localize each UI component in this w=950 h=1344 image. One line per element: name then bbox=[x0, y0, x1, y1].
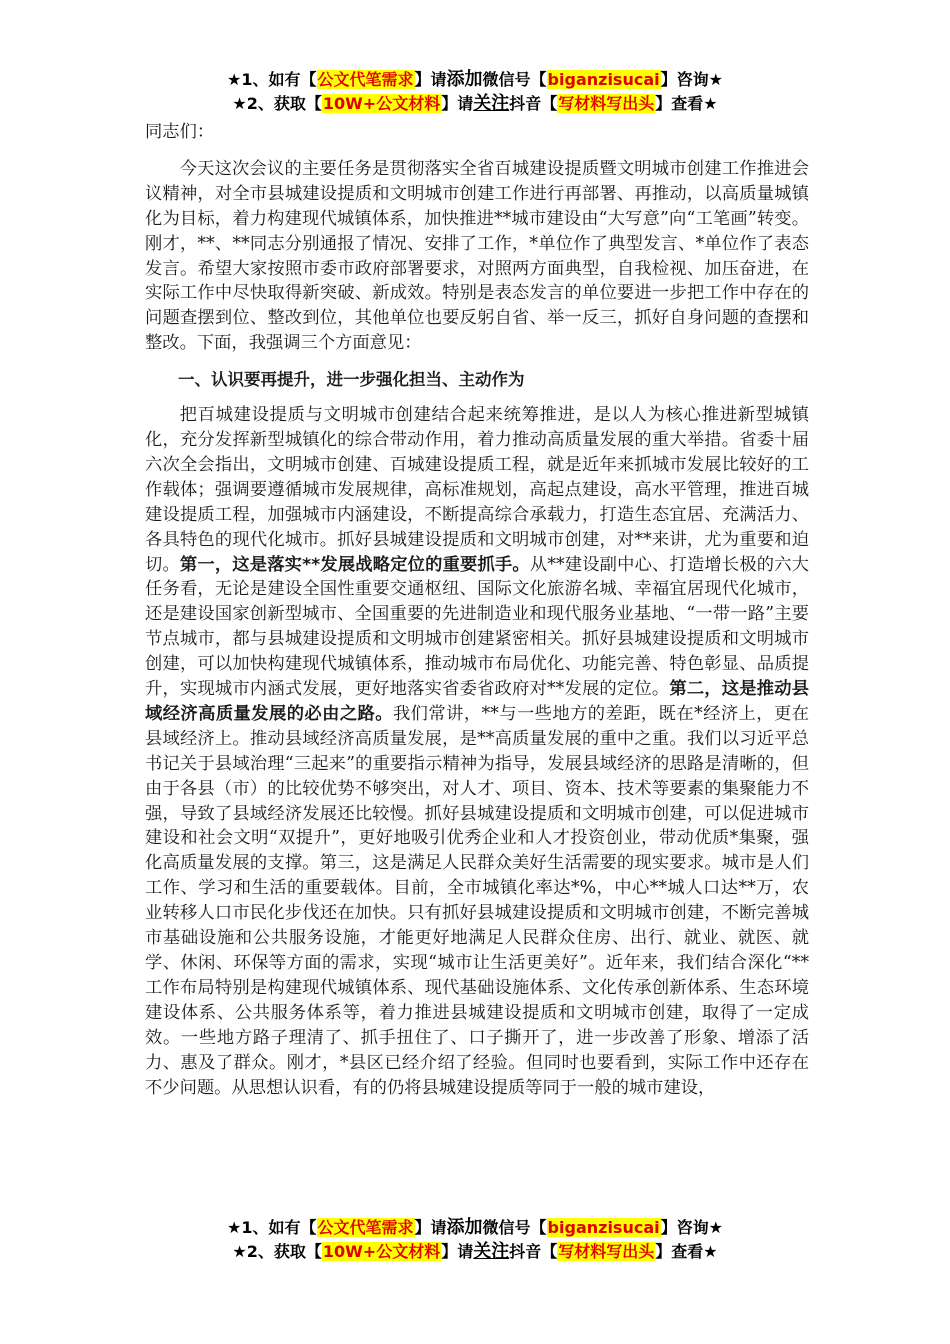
banner-text: 微信号【 bbox=[482, 70, 547, 89]
paragraph-intro: 今天这次会议的主要任务是贯彻落实全省百城建设提质暨文明城市创建工作推进会议精神，对全市县城建设提质和文明城市创建工作进行再部署、再推动，以高质量城镇化为目标，着力构建现代城镇体系，加快推进**城市建设由“大写意”向“工笔画”转变。刚才，**、**同志分别通报了情况、安排了工作，*单位作了典型发言、*单位作了表态发言。希望大家按照市委市政府部署要求，对照两方面典型，自我检视、加压奋进，在实际工作中尽快取得新突破、新成效。特别是表态发言的单位要进一步把工作中存在的问题查摆到位、整改到位，其他单位也要反躬自省、举一反三，抓好自身问题的查摆和整改。下面，我强调三个方面意见： bbox=[145, 158, 809, 354]
banner-line-1 bbox=[0, 68, 950, 92]
banner-text: 抖音【 bbox=[509, 1242, 558, 1261]
banner-text: ★1、如有【 bbox=[227, 70, 317, 89]
banner-highlight: 10W+公文材料 bbox=[322, 94, 441, 113]
banner-emphasis: 添加 bbox=[446, 69, 483, 90]
banner-text: 抖音【 bbox=[509, 94, 558, 113]
banner-text: ★1、如有【 bbox=[227, 1218, 317, 1237]
banner-text: 】咨询★ bbox=[660, 1218, 723, 1237]
banner-highlight: biganzisucai bbox=[547, 1218, 660, 1237]
banner-emphasis: 关注 bbox=[473, 1241, 510, 1262]
banner-text: 】请 bbox=[441, 94, 474, 113]
banner-line-2 bbox=[0, 1240, 950, 1264]
banner-highlight: 10W+公文材料 bbox=[322, 1242, 441, 1261]
banner-highlight: 写材料写出头 bbox=[558, 1242, 655, 1261]
banner-highlight: 写材料写出头 bbox=[558, 94, 655, 113]
banner-text: 】请 bbox=[414, 1218, 447, 1237]
paragraph-text: 我们常讲，**与一些地方的差距，既在*经济上，更在县域经济上。推动县域经济高质量发展，是**高质量发展的重中之重。我们以习近平总书记关于县域治理“三起来”的重要指示精神为指导，发展县域经济的思路是清晰的，但由于各县（市）的比较优势不够突出，对人才、项目、资本、技术等要素的集聚能力不强，导致了县域经济发展还比较慢。抓好县城建设提质和文明城市创建，可以促进城市建设和社会文明“双提升”，更好地吸引优秀企业和人才投资创业，带动优质*集聚，强化高质量发展的支撑。第三，这是满足人民群众美好生活需要的现实要求。城市是人们工作、学习和生活的重要载体。目前，全市城镇化率达*%，中心**城人口达**万，农业转移人口市民化步伐还在加快。只有抓好县城建设提质和文明城市创建，不断完善城市基础设施和公共服务设施，才能更好地满足人民群众住房、出行、就业、就医、就学、休闲、环保等方面的需求，实现“城市让生活更美好”。近年来，我们结合深化“**工作布局特别是构建现代城镇体系、现代基础设施体系、文化传承创新体系、生态环境建设体系、公共服务体系等，着力推进县城建设提质和文明城市创建，取得了一定成效。一些地方路子理清了、抓手扭住了、口子撕开了，进一步改善了形象、增添了活力、惠及了群众。刚才，*县区已经介绍了经验。但同时也要看到，实际工作中还存在不少问题。从思想认识看，有的仍将县城建设提质等同于一般的城市建设， bbox=[145, 703, 809, 1098]
bold-point-1: 第一，这是落实**发展战略定位的重要抓手。 bbox=[179, 554, 530, 575]
paragraph-text: 从**建设副中心、打造增长极的六大任务看，无论是建设全国性重要交通枢纽、国际文化旅游名城、幸福宜居现代化城市，还是建设国家创新型城市、全国重要的先进制造业和现代服务业基地、“一带一路”主要节点城市，都与县城建设提质和文明城市创建紧密相关。抓好县城建设提质和文明城市创建，可以加快构建现代城镇体系，推动城市布局优化、功能完善、特色彰显、品质提升，实现城市内涵式发展，更好地落实省委省政府对**发展的定位。 bbox=[145, 554, 809, 700]
banner-text: ★2、获取【 bbox=[232, 1242, 322, 1261]
banner-text: 】请 bbox=[441, 1242, 474, 1261]
bold-point-2: 第二，这是推动县域经济高质量发展的必由之路。 bbox=[145, 679, 809, 724]
footer-banner bbox=[0, 1216, 950, 1264]
document-body bbox=[145, 120, 809, 1100]
header-banner bbox=[0, 68, 950, 116]
banner-text: 】查看★ bbox=[655, 94, 718, 113]
banner-highlight: biganzisucai bbox=[547, 70, 660, 89]
banner-text: 微信号【 bbox=[482, 1218, 547, 1237]
banner-line-1 bbox=[0, 1216, 950, 1240]
section-heading-1: 一、认识要再提升，进一步强化担当、主动作为 bbox=[178, 370, 525, 390]
banner-text: 】请 bbox=[414, 70, 447, 89]
paragraph-text: 把百城建设提质与文明城市创建结合起来统筹推进，是以人为核心推进新型城镇化，充分发挥新型城镇化的综合带动作用，着力推动高质量发展的重大举措。省委十届六次全会指出，文明城市创建、百城建设提质工程，就是近年来抓城市发展比较好的工作载体；强调要遵循城市发展规律，高标准规划，高起点建设，高水平管理，推进百城建设提质工程，加强城市内涵建设，不断提高综合承载力，打造生态宜居、充满活力、各具特色的现代化城市。抓好县城建设提质和文明城市创建，对**来讲，尤为重要和迫切。 bbox=[145, 405, 809, 575]
banner-text: 】查看★ bbox=[655, 1242, 718, 1261]
paragraph-section-1 bbox=[145, 403, 809, 1100]
banner-emphasis: 关注 bbox=[473, 93, 510, 114]
banner-emphasis: 添加 bbox=[446, 1217, 483, 1238]
banner-highlight: 公文代笔需求 bbox=[317, 1218, 414, 1237]
banner-highlight: 公文代笔需求 bbox=[317, 70, 414, 89]
banner-line-2 bbox=[0, 92, 950, 116]
greeting: 同志们： bbox=[145, 122, 215, 142]
banner-text: ★2、获取【 bbox=[232, 94, 322, 113]
banner-text: 】咨询★ bbox=[660, 70, 723, 89]
